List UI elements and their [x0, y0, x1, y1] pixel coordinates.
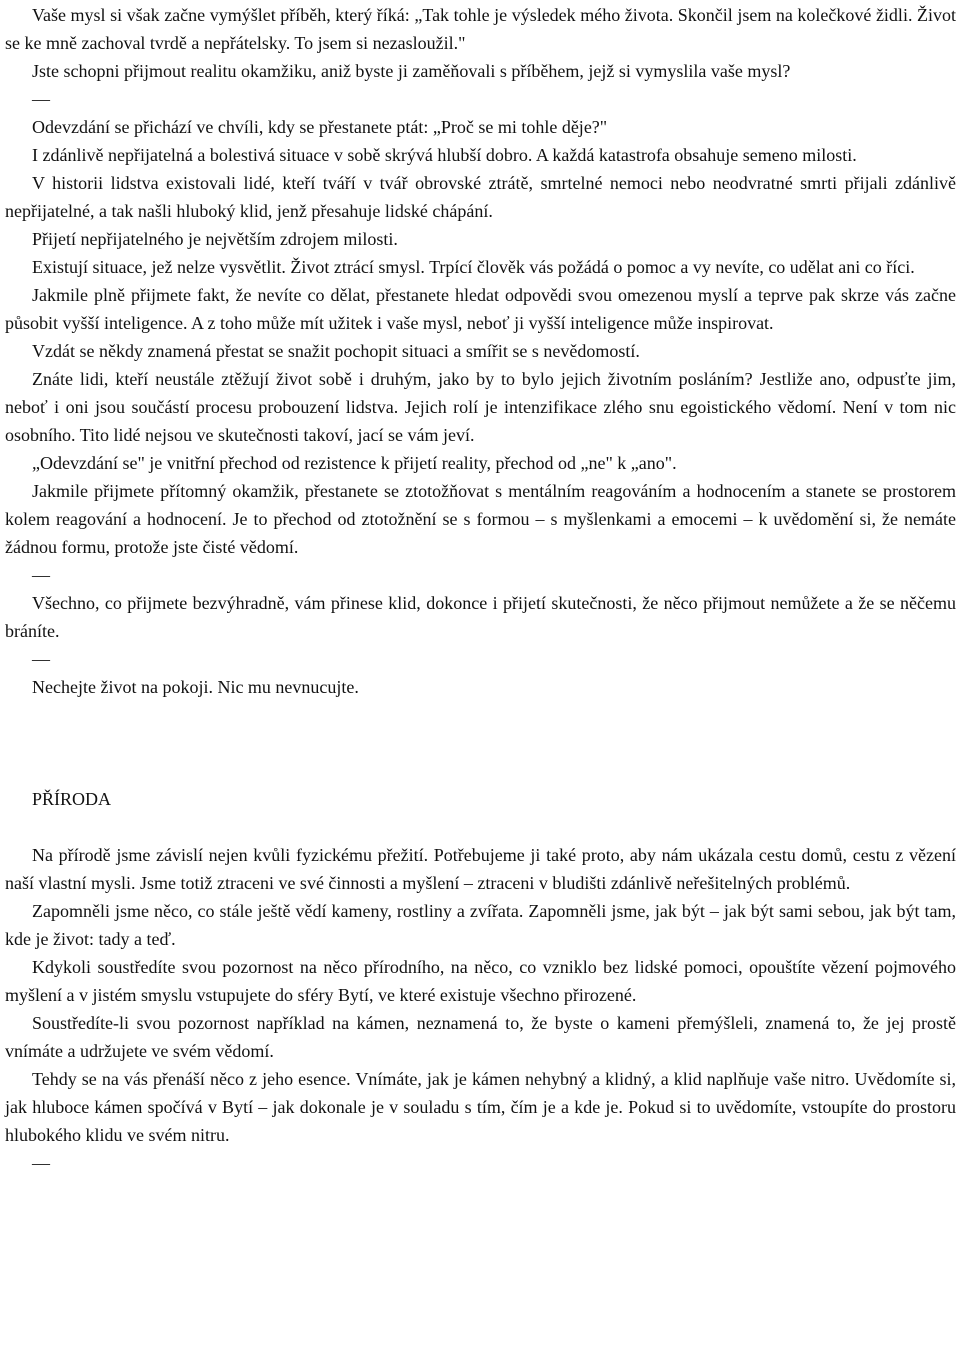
paragraph: Jakmile plně přijmete fakt, že nevíte co dělat, přestanete hledat odpovědi svou omezenou myslí a teprve pak skrze vás začne působit vyšší inteligence. A z toho může mít užitek i vaše mysl, neboť ji vyšší inteligence může inspirovat. [5, 285, 956, 333]
section-separator: — [32, 1153, 50, 1173]
paragraph: V historii lidstva existovali lidé, kteří tváří v tvář obrovské ztrátě, smrtelné nemoci nebo neodvratné smrti přijali zdánlivě nepřijatelné, a tak našli hluboký klid, jenž přesahuje lidské chápání. [5, 173, 956, 221]
paragraph: Vzdát se někdy znamená přestat se snažit pochopit situaci a smířit se s nevědomostí. [32, 341, 640, 361]
spacer [5, 701, 956, 785]
paragraph: Znáte lidi, kteří neustále ztěžují život sobě i druhým, jako by to bylo jejich životním posláním? Jestliže ano, odpusťte jim, neboť i oni jsou součástí procesu probouzení lidstva. Jejich rolí je intenzifikace zlého snu egoistického vědomí. Není v tom nic osobního. Tito lidé nejsou ve skutečnosti takoví, jací se vám jeví. [5, 369, 956, 445]
paragraph: I zdánlivě nepřijatelná a bolestivá situace v sobě skrývá hlubší dobro. A každá katastrofa obsahuje semeno milosti. [32, 145, 857, 165]
paragraph: Jste schopni přijmout realitu okamžiku, aniž byste ji zaměňovali s příběhem, jejž si vymyslila vaše mysl? [32, 61, 791, 81]
section-separator: — [32, 649, 50, 669]
paragraph: Jakmile přijmete přítomný okamžik, přestanete se ztotožňovat s mentálním reagováním a hodnocením a stanete se prostorem kolem reagování a hodnocení. Je to přechod od ztotožnění se s formou – s myšlenkami a emocemi – k uvědomění si, že nemáte žádnou formu, protože jste čisté vědomí. [5, 481, 956, 557]
paragraph: Kdykoli soustředíte svou pozornost na něco přírodního, na něco, co vzniklo bez lidské pomoci, opouštíte vězení pojmového myšlení a v jistém smyslu vstupujete do sféry Bytí, ve které existuje všechno přirozené. [5, 957, 956, 1005]
paragraph: Přijetí nepřijatelného je největším zdrojem milosti. [32, 229, 398, 249]
paragraph: Existují situace, jež nelze vysvětlit. Život ztrácí smysl. Trpící člověk vás požádá o pomoc a vy nevíte, co udělat ani co říci. [32, 257, 915, 277]
paragraph: Nechejte život na pokoji. Nic mu nevnucujte. [32, 677, 359, 697]
paragraph: Na přírodě jsme závislí nejen kvůli fyzickému přežití. Potřebujeme ji také proto, aby nám ukázala cestu domů, cestu z vězení naší vlastní mysli. Jsme totiž ztraceni ve své činnosti a myšlení – ztraceni v bludišti zdánlivě neřešitelných problémů. [5, 845, 956, 893]
spacer [5, 813, 956, 841]
paragraph: Soustředíte-li svou pozornost například na kámen, neznamená to, že byste o kameni přemýšleli, znamená to, že jej prostě vnímáte a udržujete ve svém vědomí. [5, 1013, 956, 1061]
section-separator: — [32, 565, 50, 585]
paragraph: Vaše mysl si však začne vymýšlet příběh, který říká: „Tak tohle je výsledek mého života. Skončil jsem na kolečkové židli. Život se ke mně zachoval tvrdě a nepřátelsky. To jsem si nezasloužil." [5, 5, 956, 53]
section-separator: — [32, 89, 50, 109]
section-heading: PŘÍRODA [32, 789, 112, 809]
paragraph: Odevzdání se přichází ve chvíli, kdy se přestanete ptát: „Proč se mi tohle děje?" [32, 117, 608, 137]
paragraph: „Odevzdání se" je vnitřní přechod od rezistence k přijetí reality, přechod od „ne" k „ano". [32, 453, 677, 473]
paragraph: Všechno, co přijmete bezvýhradně, vám přinese klid, dokonce i přijetí skutečnosti, že něco přijmout nemůžete a že se něčemu bráníte. [5, 593, 956, 641]
paragraph: Zapomněli jsme něco, co stále ještě vědí kameny, rostliny a zvířata. Zapomněli jsme, jak být – jak být sami sebou, jak být tam, kde je život: tady a teď. [5, 901, 956, 949]
paragraph: Tehdy se na vás přenáší něco z jeho esence. Vnímáte, jak je kámen nehybný a klidný, a klid naplňuje vaše nitro. Uvědomíte si, jak hluboce kámen spočívá v Bytí – jak dokonale je v souladu s tím, čím je a kde je. Pokud si to uvědomíte, vstoupíte do prostoru hlubokého klidu ve svém nitru. [5, 1069, 956, 1145]
